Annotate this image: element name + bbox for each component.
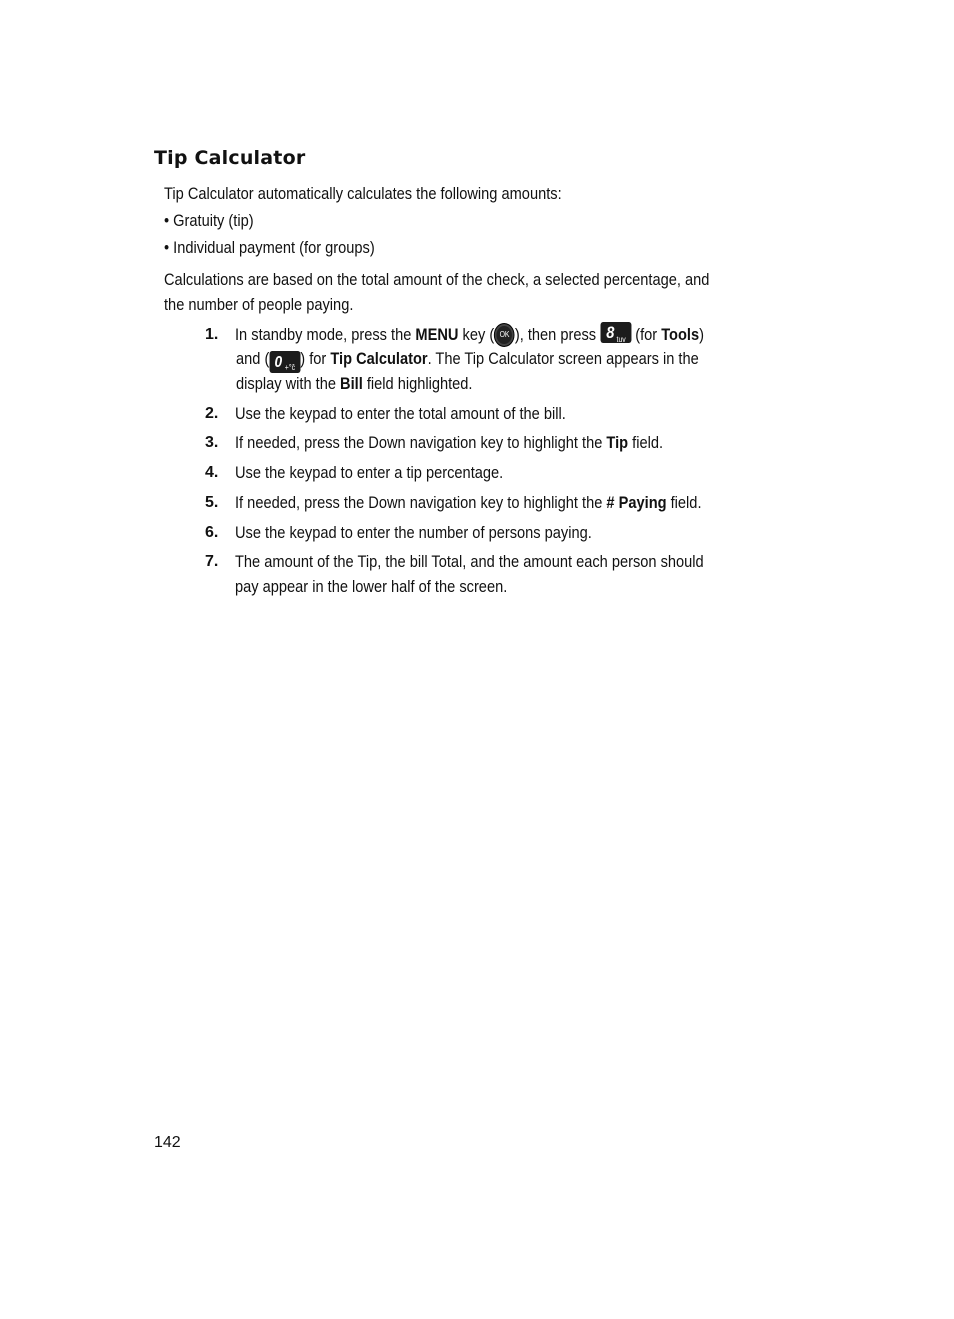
page-number: 142 bbox=[154, 1134, 181, 1151]
bullet-item: • Individual payment (for groups) bbox=[164, 238, 375, 257]
step-1-line-3: display with the Bill field highlighted. bbox=[236, 374, 473, 393]
step-text: Use the keypad to enter the total amount of the bill. bbox=[235, 404, 566, 423]
step-number: 6. bbox=[205, 524, 219, 541]
step-number: 7. bbox=[205, 553, 219, 570]
step-text: Use the keypad to enter the number of persons paying. bbox=[235, 523, 592, 542]
step-number: 2. bbox=[205, 405, 219, 422]
step-number: 3. bbox=[205, 434, 219, 451]
calc-paragraph-line: Calculations are based on the total amount of the check, a selected percentage, and bbox=[164, 270, 710, 289]
step-number: 4. bbox=[205, 464, 219, 481]
step-text: If needed, press the Down navigation key to highlight the Tip field. bbox=[235, 433, 664, 452]
intro-text: Tip Calculator automatically calculates the following amounts: bbox=[164, 184, 562, 203]
ok-key-icon: OK bbox=[494, 323, 515, 347]
calc-paragraph-line: the number of people paying. bbox=[164, 295, 354, 314]
eight-key-icon: 8 tuv bbox=[600, 322, 631, 343]
step-text: If needed, press the Down navigation key to highlight the # Paying field. bbox=[235, 493, 702, 512]
step-1-line-1: In standby mode, press the MENU key ( OK ), then press 8 tuv (for Tools) bbox=[235, 322, 704, 348]
step-number: 1. bbox=[205, 326, 219, 343]
step-1-line-2: and ( 0 +°ĉ ) for Tip Calculator. The Tip Calculator screen appears in the bbox=[236, 349, 699, 372]
step-text: The amount of the Tip, the bill Total, and the amount each person should bbox=[235, 552, 704, 571]
step-text: pay appear in the lower half of the screen. bbox=[235, 577, 508, 596]
bullet-item: • Gratuity (tip) bbox=[164, 211, 254, 230]
step-text: Use the keypad to enter a tip percentage. bbox=[235, 463, 504, 482]
step-number: 5. bbox=[205, 494, 219, 511]
section-heading: Tip Calculator bbox=[154, 147, 306, 169]
zero-key-icon: 0 +°ĉ bbox=[269, 351, 300, 373]
